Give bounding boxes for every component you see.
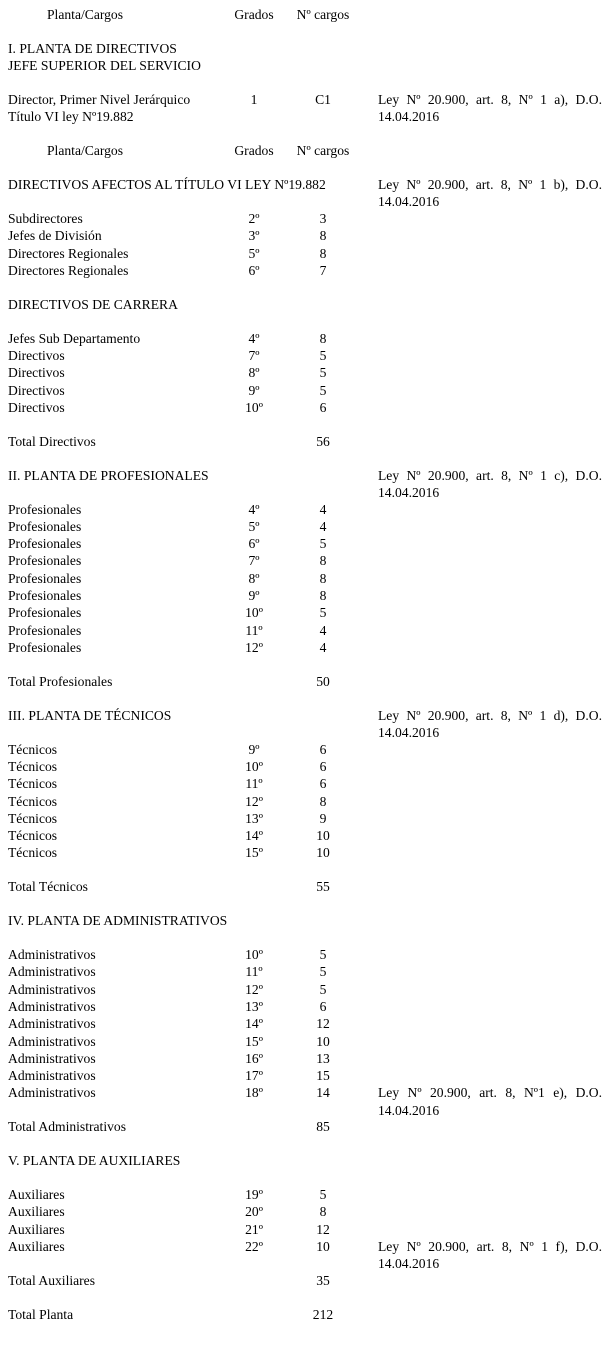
item-cargos-value: 5 xyxy=(319,981,327,997)
section-heading-block xyxy=(8,176,373,193)
item-cargos-value: 10 xyxy=(316,1239,330,1255)
item-label-block xyxy=(8,810,230,827)
table-row-item xyxy=(8,981,608,998)
item-grado-value: 13º xyxy=(245,810,263,826)
table-row-total xyxy=(8,673,608,690)
table-row-item xyxy=(8,1033,608,1050)
item-cargos-value: 12 xyxy=(316,1016,330,1032)
item-grado-value: 9º xyxy=(248,382,260,398)
law-annotation: Ley Nº 20.900, art. 8, Nº1 e), D.O. 14.04.2016 xyxy=(378,1085,602,1118)
table-row-item xyxy=(8,1186,608,1203)
item-label-block xyxy=(8,1186,230,1203)
item-label-block xyxy=(8,963,230,980)
item-label: Director, Primer Nivel Jerárquico xyxy=(8,92,191,108)
total-label: Total Administrativos xyxy=(8,1119,126,1135)
table-row-total xyxy=(8,1118,608,1135)
item-label-block xyxy=(8,981,230,998)
item-grado-value: 15º xyxy=(245,1033,263,1049)
item-label-block xyxy=(8,1033,230,1050)
table-row-item xyxy=(8,518,608,535)
item-grado-value: 7º xyxy=(248,553,260,569)
item-label-block xyxy=(8,1050,230,1067)
item-label-block xyxy=(8,518,230,535)
item-cargos-value: 7 xyxy=(319,262,327,278)
item-label: Administrativos xyxy=(8,1085,96,1101)
item-grado-value: 13º xyxy=(245,998,263,1014)
item-label-block xyxy=(8,347,230,364)
col-header-planta-cargos: Planta/Cargos xyxy=(47,143,124,159)
item-label: Directivos xyxy=(8,365,65,381)
item-label-block xyxy=(8,1084,230,1101)
table-row-item xyxy=(8,1221,608,1238)
item-cargos-value: 5 xyxy=(319,365,327,381)
table-row-item xyxy=(8,946,608,963)
table-row-item xyxy=(8,1084,608,1118)
item-label-block xyxy=(8,262,230,279)
section-heading-block xyxy=(8,912,373,929)
item-grado-value: 12º xyxy=(245,639,263,655)
item-cargos-value: 5 xyxy=(319,947,327,963)
item-cargos-value: C1 xyxy=(315,92,331,108)
item-label: Directivos xyxy=(8,382,65,398)
item-label-block xyxy=(8,399,230,416)
item-label-block xyxy=(8,91,230,126)
item-label-block xyxy=(8,501,230,518)
item-label-block xyxy=(8,364,230,381)
item-grado-value: 11º xyxy=(245,622,263,638)
item-label: Auxiliares xyxy=(8,1221,65,1237)
item-label-block xyxy=(8,604,230,621)
item-cargos-value: 8 xyxy=(319,330,327,346)
item-label: Profesionales xyxy=(8,605,82,621)
item-label-block xyxy=(8,946,230,963)
item-label: Directivos xyxy=(8,399,65,415)
item-cargos-value: 8 xyxy=(319,1204,327,1220)
item-label: Técnicos xyxy=(8,793,58,809)
item-label-block xyxy=(8,998,230,1015)
item-label: Profesionales xyxy=(8,536,82,552)
item-label: Directivos xyxy=(8,348,65,364)
item-label: Profesionales xyxy=(8,639,82,655)
item-grado-value: 19º xyxy=(245,1187,263,1203)
item-label-block xyxy=(8,1015,230,1032)
table-row-item xyxy=(8,827,608,844)
table-row-item xyxy=(8,775,608,792)
item-label-line2: Título VI ley Nº19.882 xyxy=(8,109,134,125)
law-annotation: Ley Nº 20.900, art. 8, Nº 1 d), D.O. 14.04.2016 xyxy=(378,707,602,741)
item-grado-value: 7º xyxy=(248,348,260,364)
col-header-planta-cargos: Planta/Cargos xyxy=(47,7,124,22)
item-label: Profesionales xyxy=(8,570,82,586)
table-row-item xyxy=(8,604,608,621)
table-row-item xyxy=(8,1015,608,1032)
col-header-n-cargos: Nº cargos xyxy=(296,7,350,22)
item-label-block xyxy=(8,587,230,604)
item-label: Administrativos xyxy=(8,947,96,963)
item-grado-value: 9º xyxy=(248,741,260,757)
item-label: Administrativos xyxy=(8,981,96,997)
item-cargos-value: 8 xyxy=(319,793,327,809)
item-cargos-value: 4 xyxy=(319,518,327,534)
item-label-block xyxy=(8,827,230,844)
law-annotation: Ley Nº 20.900, art. 8, Nº 1 c), D.O. 14.04.2016 xyxy=(378,467,602,500)
item-grado-value: 10º xyxy=(245,605,263,621)
table-row-section xyxy=(8,296,608,313)
item-label-block xyxy=(8,793,230,810)
table-row-total xyxy=(8,878,608,895)
item-grado-value: 6º xyxy=(248,262,260,278)
total-label: Total Directivos xyxy=(8,433,96,449)
item-label: Administrativos xyxy=(8,1050,96,1066)
item-cargos-value: 5 xyxy=(319,536,327,552)
item-label-block xyxy=(8,227,230,244)
item-label: Auxiliares xyxy=(8,1204,65,1220)
item-grado-value: 22º xyxy=(245,1239,263,1255)
item-cargos-value: 5 xyxy=(319,382,327,398)
item-cargos-value: 4 xyxy=(319,622,327,638)
table-row-total xyxy=(8,1306,608,1323)
item-cargos-value: 5 xyxy=(319,348,327,364)
law-annotation: Ley Nº 20.900, art. 8, Nº 1 f), D.O. 14.04.2016 xyxy=(378,1239,602,1272)
table-row-item xyxy=(8,91,608,126)
table-row-item xyxy=(8,758,608,775)
item-cargos-value: 6 xyxy=(319,776,327,792)
table-row-item xyxy=(8,844,608,861)
item-cargos-value: 10 xyxy=(316,828,330,844)
item-cargos-value: 4 xyxy=(319,639,327,655)
item-label-block xyxy=(8,245,230,262)
table-row-item xyxy=(8,245,608,262)
item-label: Administrativos xyxy=(8,964,96,980)
item-grado-value: 21º xyxy=(245,1221,263,1237)
item-grado-value: 12º xyxy=(245,793,263,809)
col-header-n-cargos: Nº cargos xyxy=(296,143,350,159)
table-row-item xyxy=(8,998,608,1015)
item-label-block xyxy=(8,570,230,587)
table-row-total xyxy=(8,1272,608,1289)
item-label: Técnicos xyxy=(8,828,58,844)
item-grado-value: 11º xyxy=(245,776,263,792)
item-grado-value: 10º xyxy=(245,758,263,774)
table-row-colheader xyxy=(8,6,608,23)
table-row-item xyxy=(8,1203,608,1220)
law-annotation: Ley Nº 20.900, art. 8, Nº 1 a), D.O. 14.04.2016 xyxy=(378,92,602,125)
table-row-item xyxy=(8,622,608,639)
item-label: Profesionales xyxy=(8,518,82,534)
item-grado-value: 5º xyxy=(248,245,260,261)
item-label-block xyxy=(8,210,230,227)
table-row-total xyxy=(8,433,608,450)
col-header-grados: Grados xyxy=(234,7,274,22)
item-label: Técnicos xyxy=(8,758,58,774)
item-label: Jefes de División xyxy=(8,228,102,244)
item-label: Auxiliares xyxy=(8,1187,65,1203)
item-cargos-value: 8 xyxy=(319,245,327,261)
item-grado-value: 8º xyxy=(248,365,260,381)
law-annotation: Ley Nº 20.900, art. 8, Nº 1 b), D.O. 14.04.2016 xyxy=(378,177,602,210)
section-heading-line: I. PLANTA DE DIRECTIVOS xyxy=(8,40,177,56)
item-grado-value: 6º xyxy=(248,536,260,552)
item-cargos-value: 8 xyxy=(319,228,327,244)
table-row-item xyxy=(8,501,608,518)
table-row-colheader xyxy=(8,142,608,159)
item-label: Administrativos xyxy=(8,1016,96,1032)
item-grado-value: 3º xyxy=(248,228,260,244)
item-grado-value: 4º xyxy=(248,501,260,517)
item-grado-value: 16º xyxy=(245,1050,263,1066)
total-value: 35 xyxy=(316,1272,330,1288)
table-row-item xyxy=(8,382,608,399)
item-cargos-value: 3 xyxy=(319,211,327,227)
item-label: Técnicos xyxy=(8,776,58,792)
table-row-item xyxy=(8,347,608,364)
item-cargos-value: 6 xyxy=(319,741,327,757)
table-row-section xyxy=(8,912,608,929)
item-cargos-value: 10 xyxy=(316,845,330,861)
item-cargos-value: 10 xyxy=(316,1033,330,1049)
section-heading-block xyxy=(8,1152,373,1169)
item-grado-value: 14º xyxy=(245,828,263,844)
item-label-block xyxy=(8,535,230,552)
total-value: 55 xyxy=(316,879,330,895)
table-row-item xyxy=(8,364,608,381)
item-label-block xyxy=(8,741,230,758)
item-grado-value: 10º xyxy=(245,947,263,963)
total-label: Total Planta xyxy=(8,1306,74,1322)
item-label-block xyxy=(8,639,230,656)
item-label: Profesionales xyxy=(8,501,82,517)
item-label: Administrativos xyxy=(8,1033,96,1049)
total-label: Total Auxiliares xyxy=(8,1272,96,1288)
item-cargos-value: 8 xyxy=(319,553,327,569)
item-grado-value: 15º xyxy=(245,845,263,861)
table-row-item xyxy=(8,570,608,587)
table-row-section xyxy=(8,1152,608,1169)
section-heading-line: III. PLANTA DE TÉCNICOS xyxy=(8,707,172,723)
item-cargos-value: 6 xyxy=(319,399,327,415)
table-row-section xyxy=(8,467,608,500)
table-row-item xyxy=(8,552,608,569)
item-label: Profesionales xyxy=(8,622,82,638)
table-row-item xyxy=(8,963,608,980)
item-cargos-value: 5 xyxy=(319,964,327,980)
item-label: Profesionales xyxy=(8,553,82,569)
item-label-block xyxy=(8,758,230,775)
item-cargos-value: 5 xyxy=(319,1187,327,1203)
table-row-section xyxy=(8,176,608,210)
table-row-item xyxy=(8,330,608,347)
table-row-item xyxy=(8,639,608,656)
table-row-item xyxy=(8,399,608,416)
item-grado-value: 5º xyxy=(248,518,260,534)
item-cargos-value: 6 xyxy=(319,998,327,1014)
item-label: Jefes Sub Departamento xyxy=(8,330,141,346)
item-label: Administrativos xyxy=(8,1068,96,1084)
item-label-block xyxy=(8,844,230,861)
total-value: 85 xyxy=(316,1119,330,1135)
section-heading-line: DIRECTIVOS DE CARRERA xyxy=(8,296,178,312)
item-grado-value: 12º xyxy=(245,981,263,997)
item-cargos-value: 15 xyxy=(316,1068,330,1084)
section-heading-block xyxy=(8,296,373,313)
total-value: 50 xyxy=(316,673,330,689)
section-heading-line: DIRECTIVOS AFECTOS AL TÍTULO VI LEY Nº19.882 xyxy=(8,177,326,193)
item-cargos-value: 4 xyxy=(319,501,327,517)
item-grado-value: 17º xyxy=(245,1068,263,1084)
item-label-block xyxy=(8,382,230,399)
item-grado-value: 2º xyxy=(248,211,260,227)
item-label-block xyxy=(8,552,230,569)
item-label-block xyxy=(8,1238,230,1255)
item-label: Profesionales xyxy=(8,588,82,604)
section-heading-block xyxy=(8,707,373,724)
table-row-item xyxy=(8,535,608,552)
item-label: Subdirectores xyxy=(8,211,83,227)
item-label-block xyxy=(8,775,230,792)
item-label-block xyxy=(8,622,230,639)
item-cargos-value: 8 xyxy=(319,570,327,586)
table-row-item xyxy=(8,1050,608,1067)
section-heading-line: IV. PLANTA DE ADMINISTRATIVOS xyxy=(8,913,228,929)
table-row-item xyxy=(8,262,608,279)
item-label: Auxiliares xyxy=(8,1239,65,1255)
item-label-block xyxy=(8,1221,230,1238)
table-row-item xyxy=(8,1067,608,1084)
item-grado-value: 20º xyxy=(245,1204,263,1220)
table-row-item xyxy=(8,741,608,758)
item-grado-value: 4º xyxy=(248,330,260,346)
total-label: Total Profesionales xyxy=(8,673,113,689)
item-grado-value: 10º xyxy=(245,399,263,415)
table-row-item xyxy=(8,210,608,227)
item-label-block xyxy=(8,330,230,347)
item-grado-value: 11º xyxy=(245,964,263,980)
table-row-item xyxy=(8,793,608,810)
item-grado-value: 18º xyxy=(245,1085,263,1101)
item-cargos-value: 13 xyxy=(316,1050,330,1066)
item-cargos-value: 12 xyxy=(316,1221,330,1237)
item-cargos-value: 9 xyxy=(319,810,327,826)
item-cargos-value: 5 xyxy=(319,605,327,621)
item-cargos-value: 8 xyxy=(319,588,327,604)
table-row-item xyxy=(8,587,608,604)
total-value: 212 xyxy=(312,1306,334,1322)
item-label: Técnicos xyxy=(8,845,58,861)
table-row-section xyxy=(8,707,608,741)
table-row-item xyxy=(8,1238,608,1272)
item-label: Directores Regionales xyxy=(8,262,129,278)
table-row-section xyxy=(8,40,608,75)
total-label: Total Técnicos xyxy=(8,879,88,895)
section-heading-block xyxy=(8,40,373,75)
section-heading-line: JEFE SUPERIOR DEL SERVICIO xyxy=(8,58,201,74)
item-grado-value: 1 xyxy=(250,92,258,108)
item-grado-value: 14º xyxy=(245,1016,263,1032)
item-label: Técnicos xyxy=(8,741,58,757)
item-cargos-value: 6 xyxy=(319,758,327,774)
item-label-block xyxy=(8,1203,230,1220)
item-label: Técnicos xyxy=(8,810,58,826)
item-grado-value: 9º xyxy=(248,588,260,604)
item-grado-value: 8º xyxy=(248,570,260,586)
table-row-item xyxy=(8,810,608,827)
item-label: Directores Regionales xyxy=(8,245,129,261)
col-header-grados: Grados xyxy=(234,143,274,159)
item-label: Administrativos xyxy=(8,998,96,1014)
section-heading-line: V. PLANTA DE AUXILIARES xyxy=(8,1153,181,1169)
document-table xyxy=(8,6,608,1323)
section-heading-line: II. PLANTA DE PROFESIONALES xyxy=(8,467,209,483)
table-row-item xyxy=(8,227,608,244)
section-heading-block xyxy=(8,467,373,484)
item-label-block xyxy=(8,1067,230,1084)
total-value: 56 xyxy=(316,433,330,449)
item-cargos-value: 14 xyxy=(316,1085,330,1101)
